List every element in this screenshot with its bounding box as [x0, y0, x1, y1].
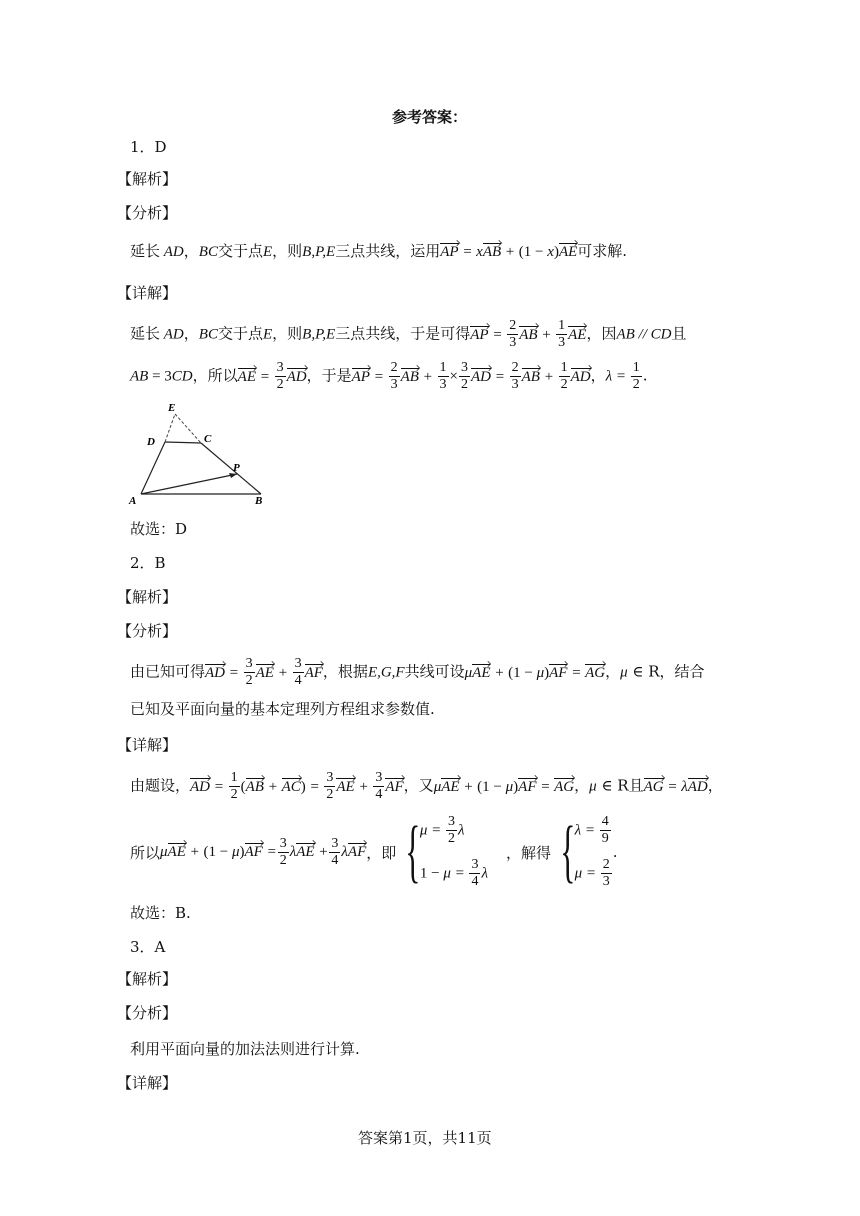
- q3-number: 3．A: [130, 938, 166, 956]
- page-title: 参考答案：: [392, 108, 468, 126]
- q1-tag-xiangjie: 【详解】: [117, 284, 178, 302]
- q1-tag-jiexi: 【解析】: [117, 170, 178, 188]
- q1-number: 1．D: [130, 138, 167, 156]
- q1-figure: [125, 398, 275, 508]
- q2-detail-line1: 由题设，AD = $\frac{1}{2}$ (AB + AC) = $\frac{3}{2}$ AE + $\frac{3}{4}$ AF，又μAE + (1 − μ)AF = AG，μ ∈ R且AG = λAD，: [130, 770, 723, 802]
- q1-analysis: 延长 AD，BC交于点E，则B,P,E三点共线，运用AP = xAB + (1 − x)AE可求解.: [130, 242, 628, 260]
- figure-label-a: A: [129, 495, 137, 507]
- q2-analysis-line2: 已知及平面向量的基本定理列方程组求参数值.: [130, 700, 435, 718]
- q2-analysis-line1: 由已知可得AD = $\frac{3}{2}$ AE + $\frac{3}{4}$ AF，根据E,G,F共线可设μAE + (1 − μ)AF = AG，μ ∈ R，结合: [130, 656, 705, 688]
- figure-label-d: D: [147, 436, 155, 448]
- q1-tag-fenxi: 【分析】: [117, 204, 178, 222]
- q2-detail-line2: 所以 μAE + (1 − μ)AF = $\frac{3}{2}$ λAE + $\frac{3}{4}$ λAF ，即 { μ = $\frac{3}{2}$ λ 1 − μ = $\frac{3}{4}$ λ ，解得 { λ = $\frac{4}{9}$ μ = $\frac{2}{3}$ .: [130, 813, 618, 890]
- figure-label-e: E: [168, 402, 176, 414]
- q2-tag-xiangjie: 【详解】: [117, 736, 178, 754]
- q1-detail-line2: AB = 3CD，所以AE = $\frac{3}{2}$ AD，于是AP = $\frac{2}{3}$ AB + $\frac{1}{3}$ × $\frac{3}{2}$ AD = $\frac{2}{3}$ AB + $\frac{1}{2}$ AD，λ = $\frac{1}{2}$ .: [130, 360, 648, 392]
- q1-detail-line1: 延长 AD，BC交于点E，则B,P,E三点共线，于是可得AP = $\frac{2}{3}$ AB + $\frac{1}{3}$ AE，因AB // CD且: [130, 318, 687, 350]
- q2-tag-jiexi: 【解析】: [117, 588, 178, 606]
- q2-tag-fenxi: 【分析】: [117, 622, 178, 640]
- q2-number: 2．B: [130, 554, 166, 572]
- figure-label-c: C: [204, 433, 212, 445]
- figure-label-b: B: [255, 495, 263, 507]
- q3-analysis: 利用平面向量的加法法则进行计算.: [130, 1040, 360, 1058]
- q3-tag-xiangjie: 【详解】: [117, 1074, 178, 1092]
- q1-answer: 故选：D: [130, 520, 188, 538]
- q3-tag-fenxi: 【分析】: [117, 1004, 178, 1022]
- figure-label-p: P: [233, 462, 240, 474]
- q2-answer: 故选：B.: [130, 904, 191, 922]
- page-footer: 答案第1页，共11页: [358, 1129, 492, 1147]
- q3-tag-jiexi: 【解析】: [117, 970, 178, 988]
